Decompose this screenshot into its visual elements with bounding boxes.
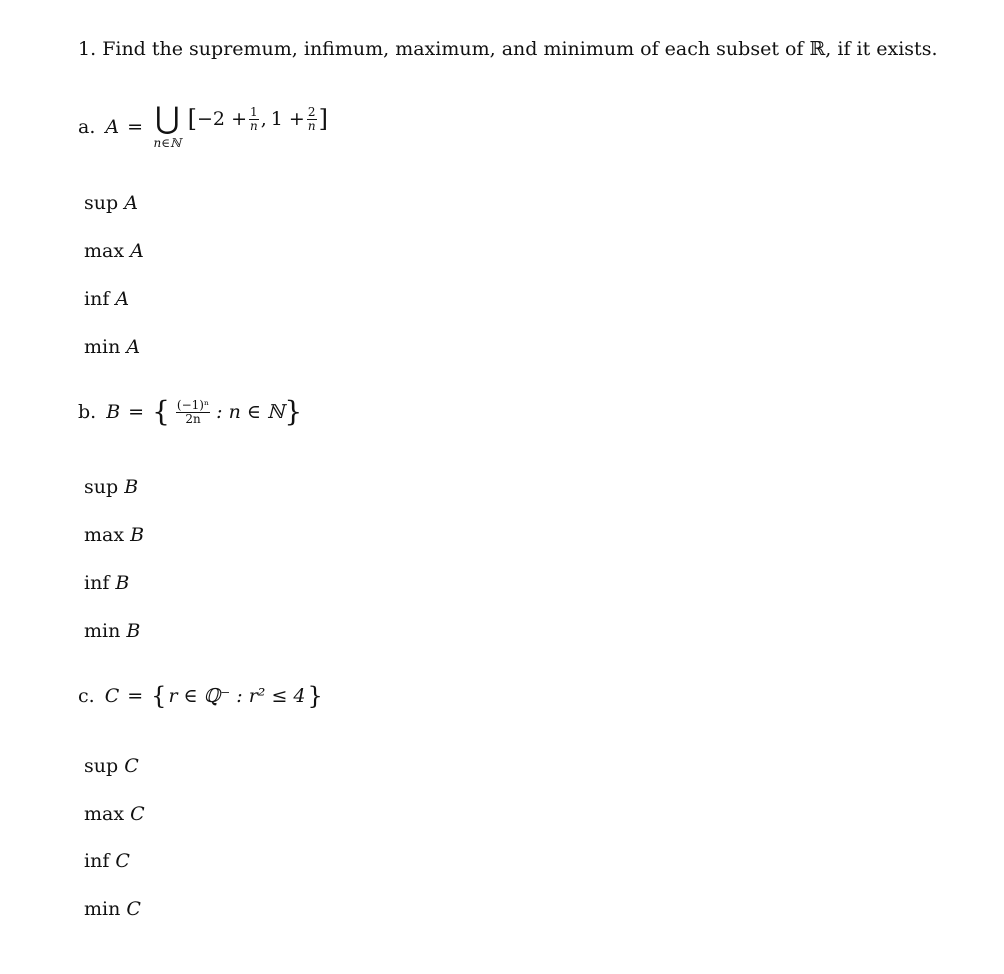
interval-left-const: −2 + [197,108,247,131]
part-c-max [84,803,145,825]
set-variable: C [115,850,130,872]
part-c-min [84,898,141,920]
problem-number: 1. [78,38,97,60]
fraction-numerator: 1 [250,105,258,119]
part-a-inf [84,288,129,310]
part-a-max [84,240,144,262]
interval-open-bracket: [ [187,105,198,134]
part-a-label: a. [78,116,96,138]
fraction-alternating [176,399,210,425]
fraction-numerator: 2 [307,105,316,119]
operator-label: inf [84,572,110,594]
part-b-min [84,620,140,642]
equals-sign: = [128,401,145,423]
part-c-definition [78,684,323,708]
operator-label: max [84,240,125,262]
union-operator [151,101,184,150]
fraction-one-over-n [249,106,259,132]
set-variable: C [130,803,145,825]
part-b-label: b. [78,401,97,423]
part-b-max [84,524,144,546]
interval-expression [188,106,328,132]
problem-text: Find the supremum, infimum, maximum, and minimum of each subset of ℝ, if it exists. [102,38,938,60]
set-variable: A [130,240,144,262]
operator-label: min [84,898,121,920]
set-variable: A [124,192,138,214]
part-b-sup [84,476,138,498]
set-variable: C [126,898,141,920]
problem-statement [78,38,937,60]
set-variable: C [124,755,139,777]
fraction-denominator: n [249,118,258,133]
part-a-set-name: A [105,116,120,138]
operator-label: min [84,336,121,358]
set-variable: B [124,476,139,498]
part-b-definition [78,395,303,428]
fraction-denominator: 2n [185,411,201,426]
part-a-min [84,336,140,358]
operator-label: sup [84,476,119,498]
fraction-denominator: n [307,118,316,133]
set-open-brace: { [151,682,167,710]
equals-sign: = [127,116,144,138]
operator-label: inf [84,288,110,310]
set-variable: A [126,336,141,358]
part-b-set-name: B [106,401,121,423]
set-open-brace: { [152,395,170,428]
interval-close-bracket: ] [318,105,328,134]
set-close-brace: } [284,395,303,428]
interval-separator: , [260,108,267,131]
set-variable: B [130,524,145,546]
part-c-sup [84,755,139,777]
operator-label: max [84,803,125,825]
set-variable: B [115,572,130,594]
fraction-numerator: (−1)ⁿ [176,397,210,412]
operator-label: sup [84,192,119,214]
part-c-inf [84,850,130,872]
operator-label: min [84,620,121,642]
operator-label: sup [84,755,119,777]
part-c-label: c. [78,685,95,707]
interval-right-const: 1 + [270,108,305,131]
operator-label: inf [84,850,110,872]
set-body: r ∈ ℚ⁻ : r² ≤ 4 [168,685,306,707]
set-condition: : n ∈ ℕ [216,401,285,423]
union-index: n∈ℕ [153,136,182,150]
part-b-inf [84,572,129,594]
fraction-two-over-n [307,106,317,132]
part-a-sup [84,192,138,214]
set-variable: A [115,288,130,310]
union-symbol: ⋃ [155,101,180,136]
part-c-set-name: C [104,685,120,707]
equals-sign: = [127,685,144,707]
part-a-definition [78,101,328,150]
operator-label: max [84,524,125,546]
set-variable: B [126,620,141,642]
set-close-brace: } [307,682,323,710]
